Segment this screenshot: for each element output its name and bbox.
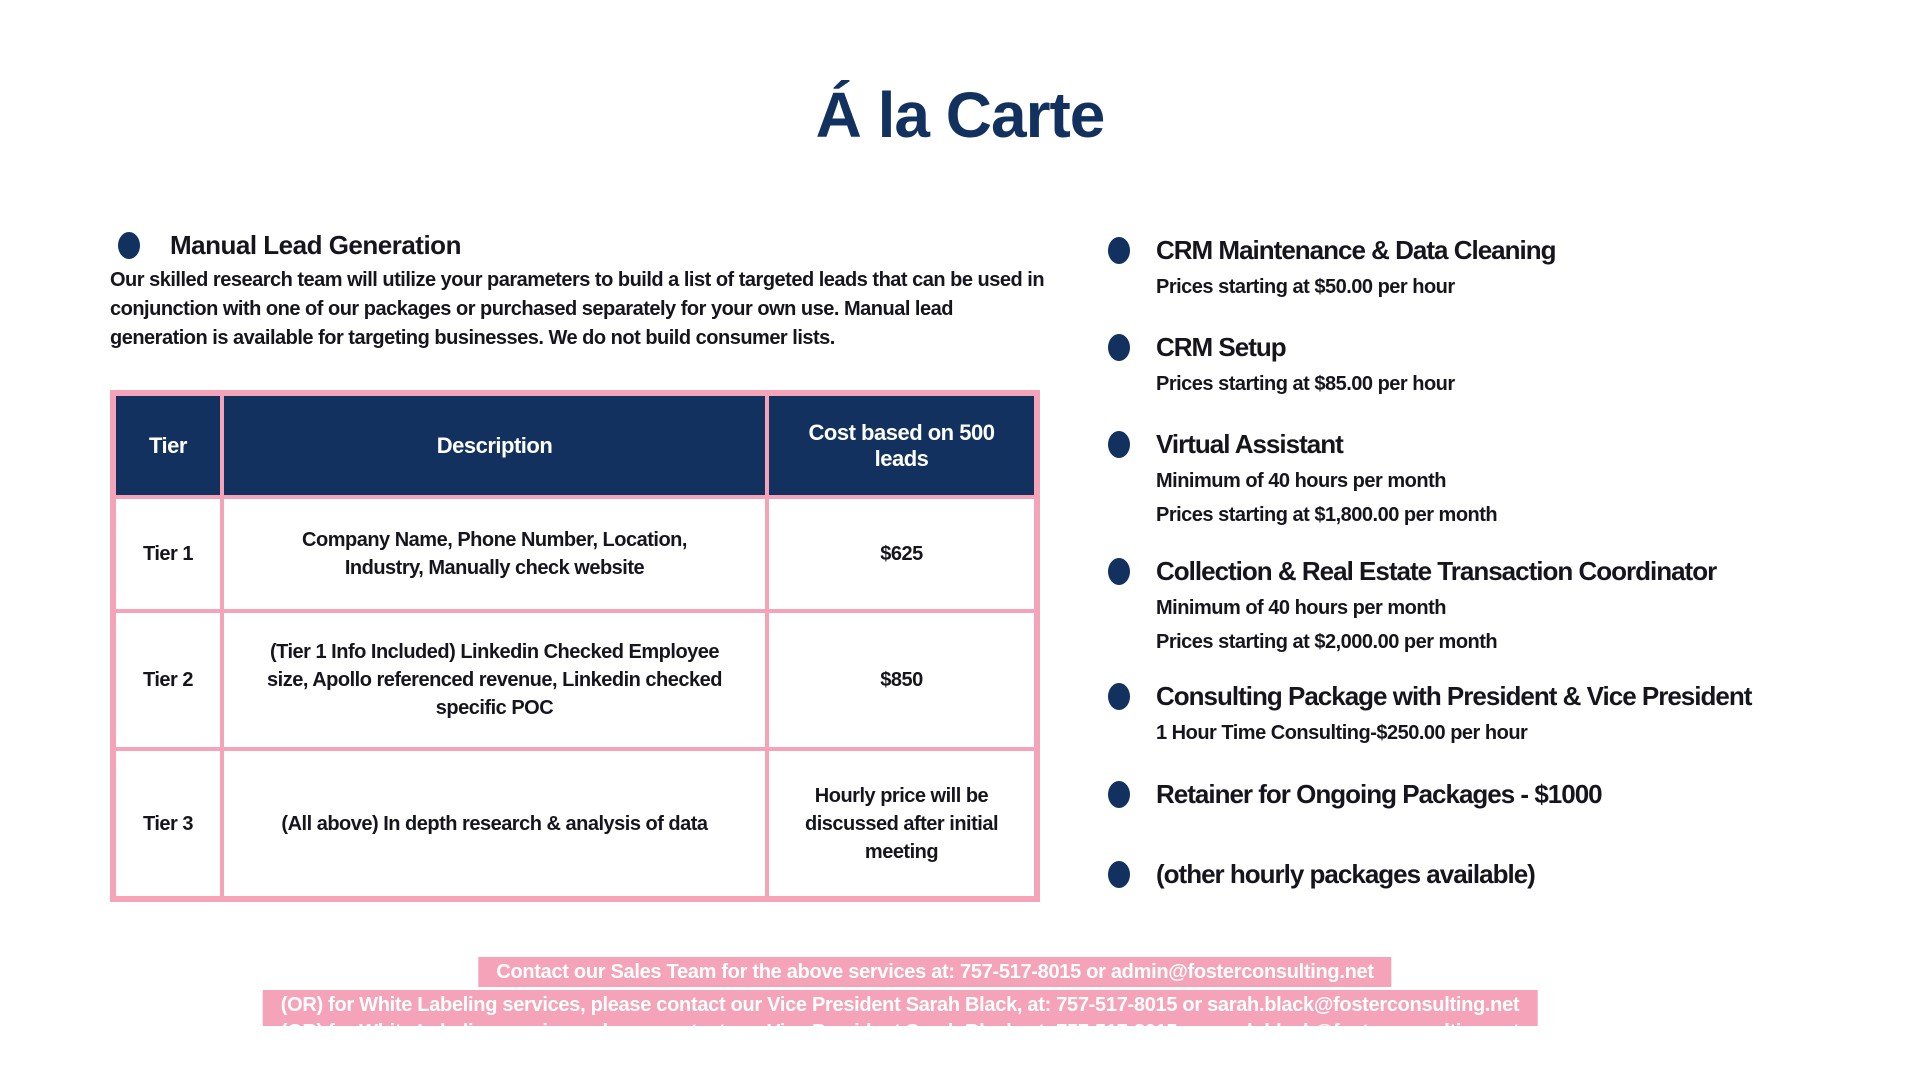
table-row: [113, 749, 1037, 899]
column-header-cost: Cost based on 500 leads: [767, 393, 1037, 497]
service-detail: Prices starting at $1,800.00 per month: [1156, 504, 1498, 526]
service-title: Consulting Package with President & Vice President: [1156, 681, 1752, 711]
column-header-tier: Tier: [113, 393, 222, 497]
service-detail: Prices starting at $50.00 per hour: [1156, 276, 1455, 298]
service-consulting-package: [1108, 679, 1751, 747]
description-cell: Company Name, Phone Number, Location, Industry, Manually check website: [222, 497, 767, 611]
description-cell: (All above) In depth research & analysis of data: [222, 749, 767, 899]
bullet-icon: [1108, 683, 1130, 710]
table-header-row: [113, 393, 1037, 497]
tier-cell: Tier 3: [113, 749, 222, 899]
bullet-icon: [1108, 861, 1130, 888]
bullet-icon: [1108, 334, 1130, 361]
lead-generation-heading-label: Manual Lead Generation: [170, 230, 461, 260]
description-cell: (Tier 1 Info Included) Linkedin Checked Employee size, Apollo referenced revenue, Linkedin checked specific POC: [222, 611, 767, 749]
column-header-description: Description: [222, 393, 767, 497]
tier-cell: Tier 1: [113, 497, 222, 611]
service-retainer: [1108, 777, 1602, 811]
service-title: Collection & Real Estate Transaction Coordinator: [1156, 556, 1717, 586]
white-labeling-contact-bar: (OR) for White Labeling services, please contact our Vice President Sarah Black, at: 757-517-8015 or sarah.black@fosterconsulting.net: [263, 990, 1538, 1020]
bullet-icon: [1108, 781, 1130, 808]
sales-contact-bar: Contact our Sales Team for the above services at: 757-517-8015 or admin@fosterconsulting.net: [478, 957, 1391, 987]
service-other-packages: [1108, 857, 1535, 891]
table-row: [113, 611, 1037, 749]
tier-cell: Tier 2: [113, 611, 222, 749]
service-detail: 1 Hour Time Consulting-$250.00 per hour: [1156, 722, 1528, 744]
lead-generation-heading: [118, 230, 461, 261]
bullet-icon: [118, 232, 140, 259]
bullet-icon: [1108, 237, 1130, 264]
lead-generation-description: Our skilled research team will utilize your parameters to build a list of targeted leads that can be used in conjunction with one of our packages or purchased separately for your own use. Manual lead generation is available for targeting businesses. We do not build consumer lists.: [110, 269, 1045, 349]
service-title: CRM Setup: [1156, 332, 1286, 362]
service-crm-setup: [1108, 330, 1455, 398]
service-virtual-assistant: [1108, 427, 1497, 529]
service-title: (other hourly packages available): [1156, 859, 1535, 889]
cost-cell: Hourly price will be discussed after initial meeting: [767, 749, 1037, 899]
cost-cell: $625: [767, 497, 1037, 611]
cutoff-text-strip: (OR) for White Labeling services, please contact our Vice President Sarah Black, at: 757-517-8015 or sarah.black@fosterconsulting.net: [263, 1020, 1538, 1026]
page-title: Á la Carte: [815, 79, 1105, 151]
service-crm-maintenance: [1108, 233, 1556, 301]
service-detail: Prices starting at $2,000.00 per month: [1156, 631, 1498, 653]
service-title: Retainer for Ongoing Packages - $1000: [1156, 779, 1602, 809]
bullet-icon: [1108, 431, 1130, 458]
service-collection-coordinator: [1108, 554, 1716, 656]
service-detail: Minimum of 40 hours per month: [1156, 470, 1446, 492]
pricing-tiers-table: [110, 390, 1040, 902]
bullet-icon: [1108, 558, 1130, 585]
service-title: CRM Maintenance & Data Cleaning: [1156, 235, 1556, 265]
cost-cell: $850: [767, 611, 1037, 749]
service-title: Virtual Assistant: [1156, 429, 1343, 459]
service-detail: Minimum of 40 hours per month: [1156, 597, 1446, 619]
service-detail: Prices starting at $85.00 per hour: [1156, 373, 1455, 395]
table-row: [113, 497, 1037, 611]
